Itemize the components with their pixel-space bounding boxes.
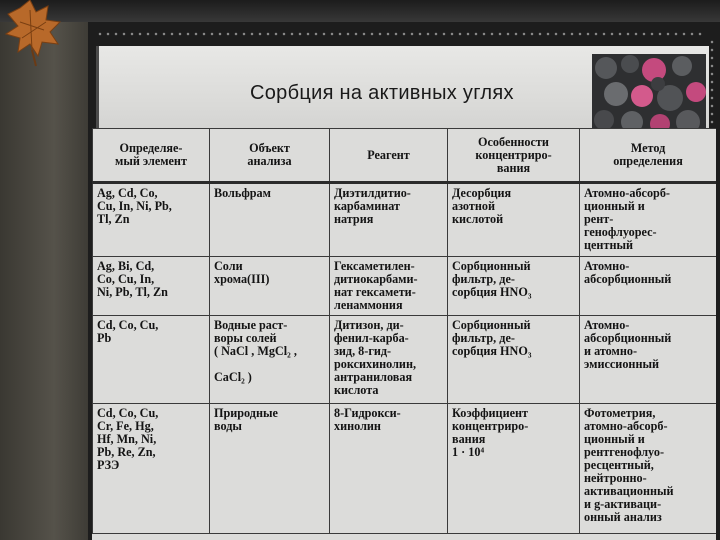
table-cell: Ag, Cd, Co, Cu, In, Ni, Pb, Tl, Zn [93, 183, 210, 257]
table-header-row [93, 129, 717, 183]
table-cell: Вольфрам [210, 183, 330, 257]
page-title: Сорбция на активных углях [250, 82, 514, 104]
header-cell-reagent: Реагент [330, 129, 448, 183]
table-cell: Природные воды [210, 404, 330, 534]
table-row [93, 257, 717, 316]
autumn-leaf-icon [0, 0, 80, 70]
header-cell-element: Определяе- мый элемент [93, 129, 210, 183]
table-cell: Коэффициент концентриро- вания 1 · 10⁴ [448, 404, 580, 534]
table-cell: Десорбция азотной кислотой [448, 183, 580, 257]
table-cell: Cd, Co, Cu, Pb [93, 316, 210, 404]
table-cell: Атомно- абсорбционный и атомно- эмиссионный [580, 316, 717, 404]
table-cell: Атомно-абсорб- ционный и рент- генофлуорес- центный [580, 183, 717, 257]
header-cell-method: Метод определения [580, 129, 717, 183]
table-cell: Водные раст- воры солей ( NaCl , MgCl₂ , CaCl₂ ) [210, 316, 330, 404]
table-cell: Гексаметилен- дитиокарбами- нат гексамети- ленаммония [330, 257, 448, 316]
table-cell: Фотометрия, атомно-абсорб- ционный и рентгенофлуо- ресцентный, нейтронно- активационный и g-активаци- онный анализ [580, 404, 717, 534]
carbon-granules-image [592, 54, 706, 130]
table-cell: Соли хрома(III) [210, 257, 330, 316]
table-row [93, 316, 717, 404]
table-row [93, 404, 717, 534]
table-row [93, 183, 717, 257]
header-cell-features: Особенности концентриро- вания [448, 129, 580, 183]
table-cell: Диэтилдитио- карбаминат натрия [330, 183, 448, 257]
dotted-border-top [96, 30, 706, 38]
sorbents-table [92, 128, 716, 534]
top-decor-band [0, 0, 720, 22]
table-cell: Атомно- абсорбционный [580, 257, 717, 316]
left-decor-band [0, 0, 90, 540]
table-cell: Дитизон, ди- фенил-карба- зид, 8-гид- роксихинолин, антраниловая кислота [330, 316, 448, 404]
header-cell-object: Объект анализа [210, 129, 330, 183]
table-cell: Cd, Co, Cu, Cr, Fe, Hg, Hf, Mn, Ni, Pb, Re, Zn, РЗЭ [93, 404, 210, 534]
sorbents-table-container [92, 128, 716, 540]
table-cell: Сорбционный фильтр, де- сорбция HNO₃ [448, 316, 580, 404]
table-cell: Ag, Bi, Cd, Co, Cu, In, Ni, Pb, Tl, Zn [93, 257, 210, 316]
table-cell: 8-Гидрокси- хинолин [330, 404, 448, 534]
table-cell: Сорбционный фильтр, де- сорбция HNO₃ [448, 257, 580, 316]
